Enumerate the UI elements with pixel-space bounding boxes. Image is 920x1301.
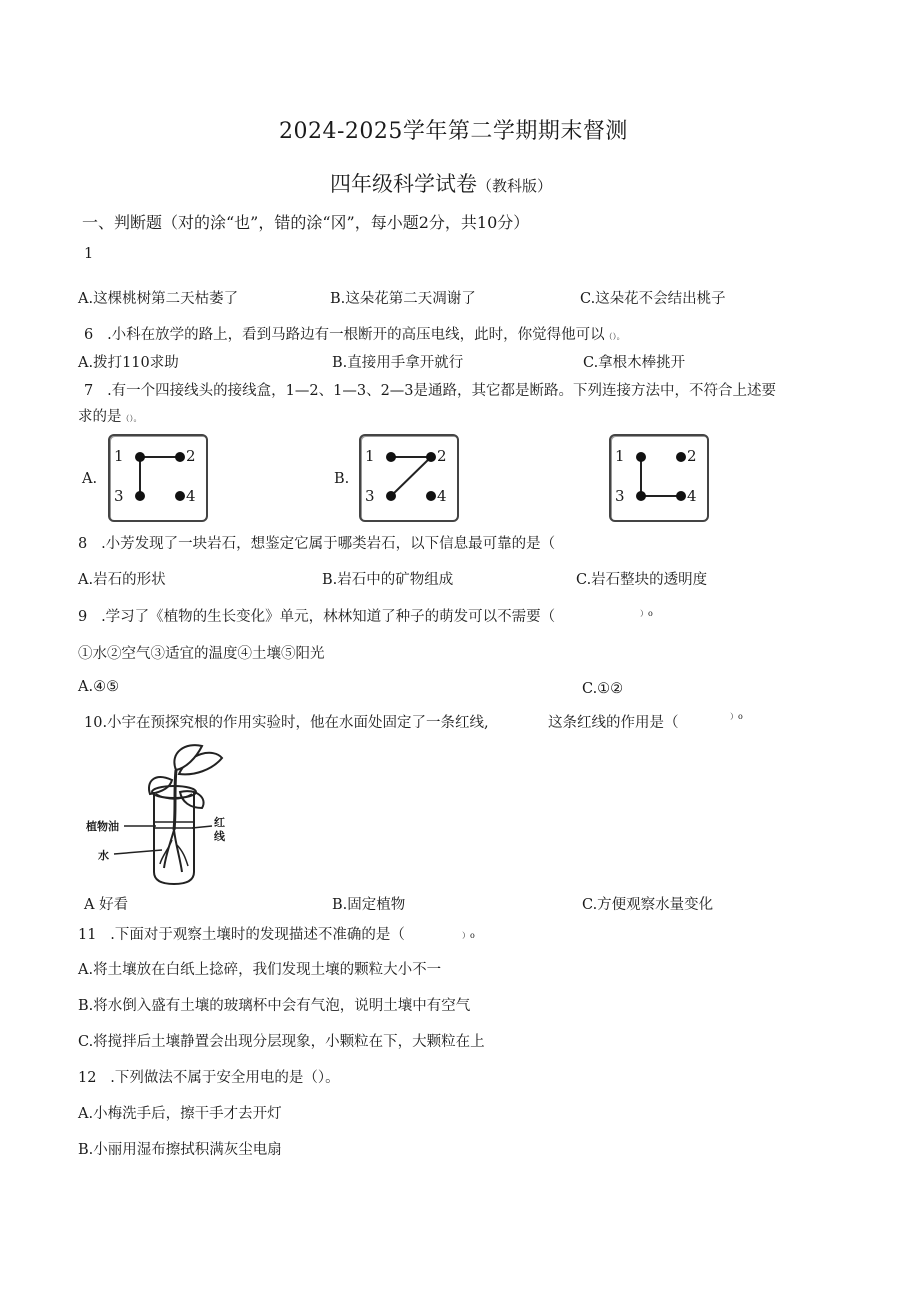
option-b[interactable]: B.这朵花第二天凋谢了: [330, 291, 476, 307]
terminal-label-1: 1: [615, 447, 625, 465]
question-text: .学习了《植物的生长变化》单元，林林知道了种子的萌发可以不需要（: [101, 609, 556, 625]
question-text: .小科在放学的路上，看到马路边有一根断开的高压电线，此时，你觉得他可以: [107, 327, 605, 343]
question-number: 8: [78, 536, 88, 552]
question-12: [78, 1066, 340, 1087]
junction-box-b[interactable]: [359, 434, 459, 522]
plant-experiment-figure: [84, 740, 244, 890]
question-8: [78, 532, 555, 553]
terminal-label-1: 1: [114, 447, 124, 465]
q11-option-c[interactable]: C.将搅拌后土壤静置会出现分层现象，小颗粒在下，大颗粒在上: [78, 1034, 485, 1050]
terminal-label-4: 4: [437, 487, 447, 505]
question-11: [78, 923, 405, 944]
question-text: .下列做法不属于安全用电的是（）。: [110, 1070, 340, 1086]
junction-box-a[interactable]: [108, 434, 208, 522]
question-text: .下面对于观察土壤时的发现描述不准确的是（: [110, 927, 405, 943]
junction-box-c[interactable]: [609, 434, 709, 522]
question-10-cont: 这条红线的作用是（: [548, 715, 679, 731]
q10-option-b[interactable]: B.固定植物: [332, 897, 406, 913]
question-number: 6: [84, 327, 94, 343]
q9-items: ①水②空气③适宜的温度④土壤⑤阳光: [78, 646, 325, 662]
q11-option-b[interactable]: B.将水倒入盛有土壤的玻璃杯中会有气泡，说明土壤中有空气: [78, 998, 471, 1014]
option-c[interactable]: C.这朵花不会结出桃子: [580, 291, 726, 307]
q6-option-a[interactable]: A.拨打110求助: [78, 355, 179, 371]
q9-option-c[interactable]: C.①②: [582, 681, 624, 697]
question-7-cont: [78, 405, 142, 426]
subtitle-note: （教科版）: [477, 177, 553, 195]
question-text: .小芳发现了一块岩石，想鉴定它属于哪类岩石，以下信息最可靠的是（: [101, 536, 556, 552]
q6-option-c[interactable]: C.拿根木棒挑开: [583, 355, 686, 371]
q7-label-b[interactable]: B.: [334, 471, 350, 487]
q8-option-b[interactable]: B.岩石中的矿物组成: [322, 572, 454, 588]
question-10: 10.小宇在预探究根的作用实验时，他在水面处固定了一条红线,: [84, 715, 489, 731]
terminal-label-1: 1: [365, 447, 375, 465]
question-number: 11: [78, 927, 97, 943]
q8-option-a[interactable]: A.岩石的形状: [78, 572, 166, 588]
terminal-label-4: 4: [687, 487, 697, 505]
q10-option-c[interactable]: C.方便观察水量变化: [582, 897, 714, 913]
q8-option-c[interactable]: C.岩石整块的透明度: [576, 572, 708, 588]
q7-label-a[interactable]: A.: [82, 471, 98, 487]
terminal-label-2: 2: [437, 447, 447, 465]
label-plant-oil: 植物油: [86, 820, 119, 833]
label-red-line-2: 线: [214, 830, 225, 843]
answer-paren-end: ）o: [730, 712, 743, 721]
q11-option-a[interactable]: A.将土壤放在白纸上捻碎，我们发现土壤的颗粒大小不一: [78, 962, 442, 978]
answer-paren-end: ）o: [640, 609, 653, 618]
question-number: 7: [84, 383, 94, 399]
question-6: [84, 323, 625, 344]
subtitle-main: 四年级科学试卷: [330, 172, 477, 196]
question-number: 9: [78, 609, 88, 625]
question-9: [78, 605, 555, 626]
label-water: 水: [98, 849, 109, 862]
terminal-label-3: 3: [615, 487, 625, 505]
terminal-label-2: 2: [687, 447, 697, 465]
terminal-label-4: 4: [186, 487, 196, 505]
q12-option-b[interactable]: B.小丽用湿布擦拭积满灰尘电扇: [78, 1142, 282, 1158]
answer-paren: （）。: [121, 414, 142, 423]
option-a[interactable]: A.这棵桃树第二天枯萎了: [78, 291, 239, 307]
q12-option-a[interactable]: A.小梅洗手后，擦干手才去开灯: [78, 1106, 282, 1122]
q6-option-b[interactable]: B.直接用手拿开就行: [332, 355, 464, 371]
question-number: 12: [78, 1070, 97, 1086]
page-title: 2024-2025学年第二学期期末督测: [279, 119, 628, 144]
q10-option-a[interactable]: A 好看: [84, 897, 129, 913]
label-red-line-1: 红: [214, 816, 225, 829]
question-text-cont: 求的是: [78, 409, 122, 425]
section-heading: 一、判断题（对的涂“也”，错的涂“冈”，每小题2分，共10分）: [82, 213, 530, 232]
answer-paren-end: ）o: [462, 931, 475, 940]
q9-option-a[interactable]: A.④⑤: [78, 679, 120, 695]
page-subtitle: [330, 168, 552, 198]
question-7: [84, 379, 776, 400]
terminal-label-3: 3: [114, 487, 124, 505]
terminal-label-2: 2: [186, 447, 196, 465]
answer-paren: （）。: [604, 332, 625, 341]
question-text: .有一个四接线头的接线盒，1—2、1—3、2—3是通路，其它都是断路。下列连接方法中，不符合上述要: [107, 383, 777, 399]
question-number-1: 1: [84, 246, 94, 262]
terminal-label-3: 3: [365, 487, 375, 505]
